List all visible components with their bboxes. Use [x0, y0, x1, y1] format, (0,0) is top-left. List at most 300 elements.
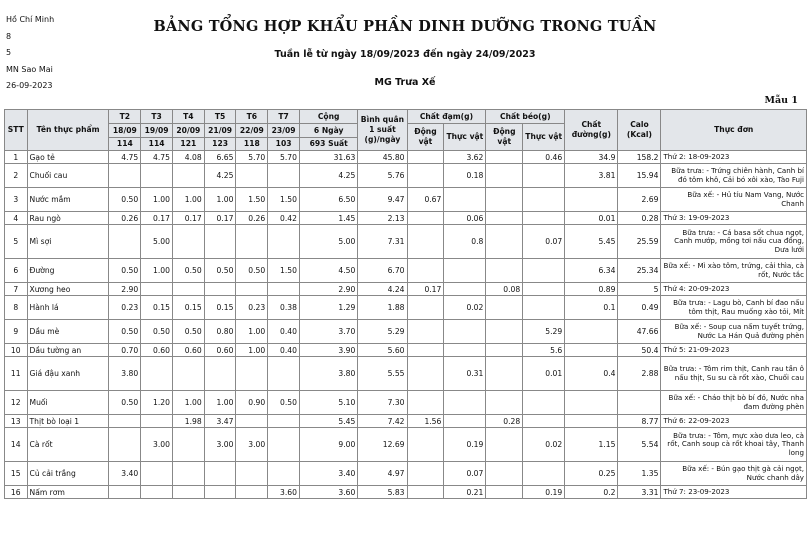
row-day-amount	[109, 428, 141, 462]
row-day-amount	[172, 164, 204, 188]
row-day-amount: 3.00	[141, 428, 173, 462]
report-subtitle: Tuần lễ từ ngày 18/09/2023 đến ngày 24/09/2023	[274, 49, 536, 60]
row-protein-animal	[407, 225, 444, 259]
row-day-amount: 1.00	[172, 188, 204, 212]
header-day-label: T3	[141, 110, 173, 124]
row-day-amount: 5.70	[268, 151, 300, 164]
row-avg: 45.80	[358, 151, 407, 164]
row-menu: Bữa xế: - Soup cua nấm tuyết trứng, Nước La Hán Quả đường phèn	[661, 320, 807, 344]
row-day-amount	[204, 486, 236, 499]
row-food-name: Dầu mè	[27, 320, 109, 344]
row-day-amount: 0.50	[204, 259, 236, 283]
row-fat-plant	[523, 259, 565, 283]
row-day-amount: 3.40	[109, 462, 141, 486]
row-total: 3.60	[299, 486, 357, 499]
row-protein-plant: 0.02	[444, 296, 486, 320]
row-protein-animal	[407, 428, 444, 462]
row-menu: Bữa trưa: - Lagu bò, Canh bí đao nấu tôm thịt, Rau muống xào tỏi, Mít	[661, 296, 807, 320]
row-day-amount: 1.00	[236, 320, 268, 344]
row-menu: Thứ 5: 21-09-2023	[661, 344, 807, 357]
row-stt: 3	[5, 188, 28, 212]
row-protein-plant: 0.18	[444, 164, 486, 188]
row-total: 3.90	[299, 344, 357, 357]
header-protein: Chất đạm(g)	[407, 110, 486, 124]
row-day-amount: 0.17	[172, 212, 204, 225]
row-day-amount	[172, 225, 204, 259]
table-row	[5, 259, 807, 283]
row-carb: 0.4	[565, 357, 618, 391]
row-carb	[565, 415, 618, 428]
row-protein-plant	[444, 283, 486, 296]
row-protein-plant: 0.21	[444, 486, 486, 499]
row-calo	[618, 391, 661, 415]
row-fat-plant	[523, 391, 565, 415]
row-day-amount: 0.50	[268, 391, 300, 415]
header-day-date: 21/09	[204, 124, 236, 138]
row-fat-animal	[486, 188, 523, 212]
row-carb: 0.1	[565, 296, 618, 320]
row-day-amount	[268, 415, 300, 428]
row-day-amount	[268, 283, 300, 296]
row-day-amount	[172, 357, 204, 391]
row-protein-plant	[444, 188, 486, 212]
row-protein-animal	[407, 391, 444, 415]
row-fat-animal	[486, 320, 523, 344]
row-fat-animal	[486, 391, 523, 415]
row-day-amount: 0.17	[141, 212, 173, 225]
row-total: 9.00	[299, 428, 357, 462]
row-day-amount: 1.00	[141, 188, 173, 212]
row-day-amount	[236, 415, 268, 428]
row-day-amount: 1.50	[268, 188, 300, 212]
row-calo: 50.4	[618, 344, 661, 357]
row-menu: Thứ 2: 18-09-2023	[661, 151, 807, 164]
header-stt: STT	[5, 110, 28, 151]
header-protein-animal: Động vật	[407, 124, 444, 151]
row-day-amount	[236, 462, 268, 486]
header-day-date: 20/09	[172, 124, 204, 138]
row-day-amount: 3.47	[204, 415, 236, 428]
row-day-amount: 1.00	[204, 391, 236, 415]
header-total-days	[299, 124, 357, 138]
meta-date: 26-09-2023	[6, 81, 53, 90]
row-total: 3.70	[299, 320, 357, 344]
total-days-label: Ngày	[321, 125, 344, 135]
row-menu: Thứ 3: 19-09-2023	[661, 212, 807, 225]
row-day-amount: 0.70	[109, 344, 141, 357]
row-day-amount: 0.23	[236, 296, 268, 320]
row-food-name: Đường	[27, 259, 109, 283]
row-day-amount	[109, 225, 141, 259]
row-calo: 25.34	[618, 259, 661, 283]
row-day-amount: 1.00	[172, 391, 204, 415]
row-carb: 1.15	[565, 428, 618, 462]
row-protein-animal	[407, 486, 444, 499]
row-day-amount: 0.50	[109, 188, 141, 212]
row-day-amount: 1.00	[236, 344, 268, 357]
row-carb: 3.81	[565, 164, 618, 188]
row-day-amount: 0.60	[204, 344, 236, 357]
row-day-amount: 0.38	[268, 296, 300, 320]
row-day-amount: 0.42	[268, 212, 300, 225]
row-food-name: Cà rốt	[27, 428, 109, 462]
table-row	[5, 486, 807, 499]
row-protein-plant	[444, 259, 486, 283]
row-protein-plant: 0.31	[444, 357, 486, 391]
meta-district: Hồ Chí Minh	[6, 15, 55, 24]
header-day-count: 114	[109, 138, 141, 151]
row-fat-animal: 0.08	[486, 283, 523, 296]
row-total: 3.40	[299, 462, 357, 486]
row-protein-plant	[444, 415, 486, 428]
row-day-amount: 0.50	[236, 259, 268, 283]
header-day-date: 23/09	[268, 124, 300, 138]
row-day-amount	[268, 164, 300, 188]
row-day-amount: 3.60	[268, 486, 300, 499]
row-menu: Thứ 7: 23-09-2023	[661, 486, 807, 499]
total-count-label: Suất	[328, 139, 348, 148]
row-calo: 8.77	[618, 415, 661, 428]
meal-group: MG Trưa Xế	[374, 77, 436, 88]
row-protein-animal	[407, 320, 444, 344]
row-day-amount: 1.50	[236, 188, 268, 212]
total-count-num: 693	[309, 139, 326, 148]
row-stt: 6	[5, 259, 28, 283]
row-day-amount	[141, 283, 173, 296]
row-avg: 7.30	[358, 391, 407, 415]
row-protein-animal: 0.17	[407, 283, 444, 296]
table-row	[5, 283, 807, 296]
row-avg: 9.47	[358, 188, 407, 212]
header-day-label: T6	[236, 110, 268, 124]
row-protein-plant: 0.07	[444, 462, 486, 486]
header-day-date: 22/09	[236, 124, 268, 138]
row-menu: Thứ 6: 22-09-2023	[661, 415, 807, 428]
row-day-amount: 0.50	[109, 259, 141, 283]
table-row	[5, 225, 807, 259]
table-row	[5, 296, 807, 320]
row-calo: 1.35	[618, 462, 661, 486]
row-protein-plant: 0.19	[444, 428, 486, 462]
row-calo: 15.94	[618, 164, 661, 188]
header-day-label: T5	[204, 110, 236, 124]
row-day-amount: 1.98	[172, 415, 204, 428]
table-row	[5, 428, 807, 462]
row-stt: 12	[5, 391, 28, 415]
row-fat-animal	[486, 344, 523, 357]
row-calo: 0.49	[618, 296, 661, 320]
row-fat-animal	[486, 212, 523, 225]
row-carb: 0.89	[565, 283, 618, 296]
row-day-amount	[204, 357, 236, 391]
row-day-amount: 0.15	[141, 296, 173, 320]
row-total: 3.80	[299, 357, 357, 391]
row-stt: 2	[5, 164, 28, 188]
header-day-date: 19/09	[141, 124, 173, 138]
row-food-name: Mì sợi	[27, 225, 109, 259]
row-menu: Thứ 4: 20-09-2023	[661, 283, 807, 296]
row-carb: 34.9	[565, 151, 618, 164]
meta-school: MN Sao Mai	[6, 64, 53, 74]
row-total: 2.90	[299, 283, 357, 296]
row-avg: 12.69	[358, 428, 407, 462]
row-stt: 7	[5, 283, 28, 296]
row-avg: 4.97	[358, 462, 407, 486]
row-protein-animal	[407, 357, 444, 391]
header-fat-plant: Thực vật	[523, 124, 565, 151]
row-fat-plant	[523, 462, 565, 486]
row-fat-animal	[486, 151, 523, 164]
row-fat-plant	[523, 283, 565, 296]
header-day-date: 18/09	[109, 124, 141, 138]
row-total: 4.50	[299, 259, 357, 283]
row-day-amount	[268, 225, 300, 259]
header-total-count	[299, 138, 357, 151]
row-stt: 8	[5, 296, 28, 320]
row-day-amount: 1.50	[268, 259, 300, 283]
row-avg: 5.83	[358, 486, 407, 499]
row-protein-plant: 0.8	[444, 225, 486, 259]
row-stt: 1	[5, 151, 28, 164]
row-stt: 13	[5, 415, 28, 428]
row-day-amount	[204, 462, 236, 486]
row-fat-plant	[523, 415, 565, 428]
row-menu: Bữa trưa: - Trứng chiên hành, Canh bí đỏ tôm khô, Cải bó xôi xào, Tào Fuji	[661, 164, 807, 188]
row-food-name: Muối	[27, 391, 109, 415]
row-day-amount	[141, 415, 173, 428]
row-day-amount	[204, 283, 236, 296]
row-day-amount	[172, 462, 204, 486]
row-day-amount	[236, 225, 268, 259]
row-day-amount	[268, 462, 300, 486]
row-food-name: Dầu tường an	[27, 344, 109, 357]
row-day-amount: 0.15	[172, 296, 204, 320]
table-row	[5, 164, 807, 188]
row-avg: 4.24	[358, 283, 407, 296]
row-day-amount: 1.00	[204, 188, 236, 212]
table-row	[5, 357, 807, 391]
row-day-amount: 5.70	[236, 151, 268, 164]
row-protein-animal: 1.56	[407, 415, 444, 428]
header-day-count: 121	[172, 138, 204, 151]
row-total: 1.45	[299, 212, 357, 225]
row-fat-animal	[486, 225, 523, 259]
row-total: 1.29	[299, 296, 357, 320]
row-fat-animal	[486, 164, 523, 188]
header-carb: Chất đường(g)	[565, 110, 618, 151]
row-day-amount: 1.00	[141, 259, 173, 283]
row-avg: 7.42	[358, 415, 407, 428]
row-day-amount: 0.50	[141, 320, 173, 344]
row-fat-plant: 0.01	[523, 357, 565, 391]
row-fat-animal	[486, 259, 523, 283]
row-day-amount	[109, 415, 141, 428]
row-menu: Bữa xế: - Mì xào tôm, trứng, cải thìa, cà rốt, Nước tắc	[661, 259, 807, 283]
row-day-amount: 0.50	[109, 391, 141, 415]
row-calo: 2.69	[618, 188, 661, 212]
row-fat-plant	[523, 296, 565, 320]
table-row	[5, 462, 807, 486]
row-total: 4.25	[299, 164, 357, 188]
row-calo: 3.31	[618, 486, 661, 499]
row-avg: 5.55	[358, 357, 407, 391]
row-fat-animal	[486, 486, 523, 499]
row-day-amount: 4.75	[109, 151, 141, 164]
row-avg: 7.31	[358, 225, 407, 259]
row-day-amount: 4.75	[141, 151, 173, 164]
row-day-amount: 0.90	[236, 391, 268, 415]
row-day-amount: 6.65	[204, 151, 236, 164]
row-day-amount: 0.15	[204, 296, 236, 320]
nutrition-table	[4, 109, 807, 499]
row-fat-animal: 0.28	[486, 415, 523, 428]
row-day-amount	[236, 283, 268, 296]
header-protein-plant: Thực vật	[444, 124, 486, 151]
total-days-num: 6	[313, 125, 320, 135]
row-avg: 2.13	[358, 212, 407, 225]
row-carb: 0.01	[565, 212, 618, 225]
row-stt: 15	[5, 462, 28, 486]
row-menu: Bữa xế: - Cháo thịt bò bí đỏ, Nước nha đam đường phèn	[661, 391, 807, 415]
row-day-amount	[236, 357, 268, 391]
row-day-amount	[141, 462, 173, 486]
row-carb	[565, 320, 618, 344]
row-calo: 5	[618, 283, 661, 296]
row-protein-animal: 0.67	[407, 188, 444, 212]
row-day-amount: 5.00	[141, 225, 173, 259]
header-calo: Calo (Kcal)	[618, 110, 661, 151]
header-fat-animal: Động vật	[486, 124, 523, 151]
row-carb	[565, 391, 618, 415]
row-day-amount	[109, 164, 141, 188]
row-avg: 5.29	[358, 320, 407, 344]
row-stt: 10	[5, 344, 28, 357]
row-day-amount: 0.23	[109, 296, 141, 320]
row-day-amount	[141, 164, 173, 188]
row-menu: Bữa xế: - Hủ tíu Nam Vang, Nước Chanh	[661, 188, 807, 212]
row-protein-plant	[444, 391, 486, 415]
row-food-name: Chuối cau	[27, 164, 109, 188]
row-avg: 1.88	[358, 296, 407, 320]
row-food-name: Xương heo	[27, 283, 109, 296]
row-carb: 0.25	[565, 462, 618, 486]
header-day-label: T2	[109, 110, 141, 124]
row-food-name: Giá đậu xanh	[27, 357, 109, 391]
row-stt: 9	[5, 320, 28, 344]
table-row	[5, 188, 807, 212]
form-code: Mẫu 1	[764, 95, 798, 106]
row-fat-animal	[486, 428, 523, 462]
row-day-amount: 1.20	[141, 391, 173, 415]
row-protein-animal	[407, 164, 444, 188]
header-day-count: 123	[204, 138, 236, 151]
row-fat-plant: 5.6	[523, 344, 565, 357]
row-fat-plant: 0.46	[523, 151, 565, 164]
row-protein-animal	[407, 344, 444, 357]
row-fat-animal	[486, 296, 523, 320]
row-menu: Bữa xế: - Bún gạo thịt gà cải ngọt, Nước chanh dây	[661, 462, 807, 486]
row-carb: 0.2	[565, 486, 618, 499]
row-day-amount: 0.26	[109, 212, 141, 225]
row-carb	[565, 188, 618, 212]
row-food-name: Thịt bò loại 1	[27, 415, 109, 428]
row-day-amount: 0.40	[268, 320, 300, 344]
row-stt: 14	[5, 428, 28, 462]
row-day-amount: 0.80	[204, 320, 236, 344]
row-calo: 158.2	[618, 151, 661, 164]
row-protein-plant	[444, 344, 486, 357]
header-day-count: 114	[141, 138, 173, 151]
row-fat-plant: 0.19	[523, 486, 565, 499]
row-day-amount	[236, 486, 268, 499]
header-menu: Thực đơn	[661, 110, 807, 151]
row-fat-plant	[523, 164, 565, 188]
row-avg: 5.76	[358, 164, 407, 188]
table-row	[5, 212, 807, 225]
row-day-amount: 0.60	[172, 344, 204, 357]
row-total: 31.63	[299, 151, 357, 164]
row-day-amount	[109, 486, 141, 499]
row-day-amount: 0.50	[172, 320, 204, 344]
row-stt: 11	[5, 357, 28, 391]
row-stt: 4	[5, 212, 28, 225]
row-day-amount: 2.90	[109, 283, 141, 296]
header-avg: Bình quân 1 suất (g)/ngày	[358, 110, 407, 151]
header-fat: Chất béo(g)	[486, 110, 565, 124]
row-food-name: Nước mắm	[27, 188, 109, 212]
row-day-amount: 0.17	[204, 212, 236, 225]
row-calo: 0.28	[618, 212, 661, 225]
header-day-count: 103	[268, 138, 300, 151]
row-calo: 5.54	[618, 428, 661, 462]
row-calo: 2.88	[618, 357, 661, 391]
meta-line3: 5	[6, 48, 12, 57]
row-fat-plant	[523, 212, 565, 225]
table-row	[5, 151, 807, 164]
row-day-amount: 3.80	[109, 357, 141, 391]
row-protein-plant: 3.62	[444, 151, 486, 164]
row-day-amount	[268, 428, 300, 462]
row-day-amount	[141, 357, 173, 391]
row-day-amount: 3.00	[204, 428, 236, 462]
row-protein-animal	[407, 296, 444, 320]
row-total: 6.50	[299, 188, 357, 212]
table-body	[5, 151, 807, 499]
row-fat-plant	[523, 188, 565, 212]
row-protein-animal	[407, 462, 444, 486]
report-title: BẢNG TỔNG HỢP KHẨU PHẦN DINH DƯỠNG TRONG TUẦN	[153, 18, 657, 35]
row-protein-plant	[444, 320, 486, 344]
row-total: 5.45	[299, 415, 357, 428]
row-day-amount	[204, 225, 236, 259]
row-protein-animal	[407, 259, 444, 283]
table-row	[5, 391, 807, 415]
row-food-name: Gạo tẻ	[27, 151, 109, 164]
row-fat-animal	[486, 357, 523, 391]
row-day-amount: 4.08	[172, 151, 204, 164]
row-menu: Bữa trưa: - Tôm, mực xào dưa leo, cà rốt, Canh soup cà rốt khoai tây, Thanh long	[661, 428, 807, 462]
row-total: 5.10	[299, 391, 357, 415]
row-avg: 6.70	[358, 259, 407, 283]
row-menu: Bữa trưa: - Cá basa sốt chua ngọt, Canh mướp, mồng tơi nấu cua đồng, Dưa lưới	[661, 225, 807, 259]
table-row	[5, 415, 807, 428]
row-protein-plant: 0.06	[444, 212, 486, 225]
row-protein-animal	[407, 151, 444, 164]
row-day-amount: 0.40	[268, 344, 300, 357]
meta-line2: 8	[6, 31, 12, 41]
header-day-label: T7	[268, 110, 300, 124]
row-day-amount: 0.50	[109, 320, 141, 344]
